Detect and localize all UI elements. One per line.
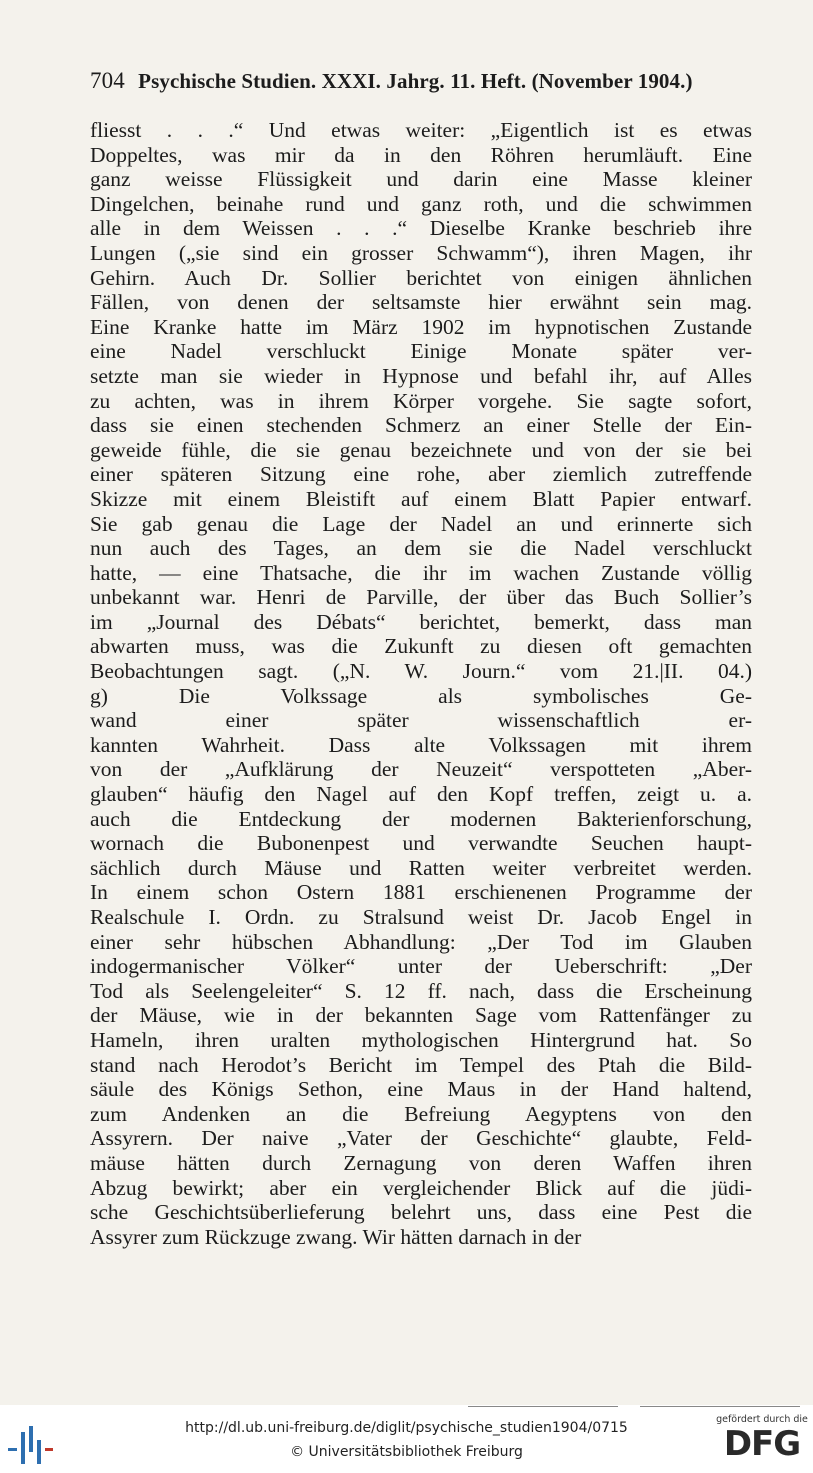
text-line: sächlich durch Mäuse und Ratten weiter verbreitet werden. [90,855,752,880]
text-line: der Mäuse, wie in der bekannten Sage vom Rattenfänger zu [90,1003,752,1028]
running-title: Psychische Studien. XXXI. Jahrg. 11. Heft. (November 1904.) [138,69,693,93]
text-line: wornach die Bubonenpest und verwandte Seuchen haupt- [90,831,752,856]
dfg-logo[interactable] [716,1414,808,1470]
text-line: Realschule I. Ordn. zu Stralsund weist Dr. Jacob Engel in [90,905,752,929]
text-line: Dingelchen, beinahe rund und ganz roth, und die schwimmen [90,191,752,216]
text-line: In einem schon Ostern 1881 erschienenen Programme der [90,880,752,905]
footer-divider [640,1406,800,1407]
source-url[interactable]: http://dl.ub.uni-freiburg.de/diglit/psychische_studien1904/0715 [185,1420,628,1436]
text-line: einer späteren Sitzung eine rohe, aber ziemlich zutreffende [90,462,752,487]
text-line: Tod als Seelengeleiter“ S. 12 ff. nach, dass die Erscheinung [90,978,752,1003]
text-line: im „Journal des Débats“ berichtet, bemerkt, dass man [90,609,752,634]
text-line: wand einer später wissenschaftlich er- [90,708,752,733]
text-line: Hameln, ihren uralten mythologischen Hintergrund hat. So [90,1027,752,1052]
text-line: alle in dem Weissen . . .“ Dieselbe Kranke beschrieb ihre [90,216,752,241]
text-line: stand nach Herodot’s Bericht im Tempel des Ptah die Bild- [90,1052,752,1077]
text-line: Lungen („sie sind ein grosser Schwamm“), ihren Magen, ihr [90,240,752,265]
text-line: geweide fühle, die sie genau bezeichnete und von der sie bei [90,437,752,462]
text-line: von der „Aufklärung der Neuzeit“ verspotteten „Aber- [90,757,752,782]
text-line: hatte, — eine Thatsache, die ihr im wachen Zustande völlig [90,560,752,585]
text-line: Abzug bewirkt; aber ein vergleichender Blick auf die jüdi- [90,1175,752,1200]
text-line: Doppeltes, was mir da in den Röhren herumläuft. Eine [90,142,752,167]
text-line: eine Nadel verschluckt Einige Monate später ver- [90,339,752,364]
footer-divider [468,1406,618,1407]
text-line: Sie gab genau die Lage der Nadel an und erinnerte sich [90,511,752,536]
text-line: mäuse hätten durch Zernagung von deren Waffen ihren [90,1150,752,1175]
text-line: Assyrer zum Rückzuge zwang. Wir hätten darnach in der [90,1224,582,1249]
dfg-logo-text: DFG [723,1424,801,1464]
page-header [90,68,755,94]
copyright-notice: © Universitätsbibliothek Freiburg [290,1444,523,1460]
text-line: g) Die Volkssage als symbolisches Ge- [90,683,752,708]
text-line: setzte man sie wieder in Hypnose und befahl ihr, auf Alles [90,363,752,388]
text-line: Gehirn. Auch Dr. Sollier berichtet von einigen ähnlichen [90,265,752,290]
footer [0,1408,813,1473]
text-line: sche Geschichtsüberlieferung belehrt uns, dass eine Pest die [90,1200,752,1225]
text-line: auch die Entdeckung der modernen Bakterienforschung, [90,806,752,831]
text-line: zum Andenken an die Befreiung Aegyptens von den [90,1101,752,1126]
text-line: fliesst . . .“ Und etwas weiter: „Eigentlich ist es etwas [90,118,752,142]
text-line: kannten Wahrheit. Dass alte Volkssagen mit ihrem [90,732,752,757]
text-line: einer sehr hübschen Abhandlung: „Der Tod im Glauben [90,929,752,954]
text-line: Beobachtungen sagt. („N. W. Journ.“ vom 21.|II. 04.) [90,659,752,684]
text-line: Eine Kranke hatte im März 1902 im hypnotischen Zustande [90,314,752,339]
text-line: säule des Königs Sethon, eine Maus in der Hand haltend, [90,1077,752,1102]
text-line: indogermanischer Völker“ unter der Ueberschrift: „Der [90,954,752,979]
text-line: zu achten, was in ihrem Körper vorgehe. Sie sagte sofort, [90,388,752,413]
text-line: Fällen, von denen der seltsamste hier erwähnt sein mag. [90,290,752,315]
page-number: 704 [90,68,125,93]
text-line: abwarten muss, was die Zukunft zu diesen oft gemachten [90,634,752,659]
dfg-caption: gefördert durch die [716,1414,808,1425]
text-line: Assyrern. Der naive „Vater der Geschichte“ glaubte, Feld- [90,1126,752,1151]
text-line: ganz weisse Flüssigkeit und darin eine Masse kleiner [90,167,752,192]
text-line: Skizze mit einem Bleistift auf einem Blatt Papier entwarf. [90,486,752,511]
text-line: glauben“ häufig den Nagel auf den Kopf treffen, zeigt u. a. [90,782,752,807]
text-line: nun auch des Tages, an dem sie die Nadel verschluckt [90,536,752,561]
text-line: unbekannt war. Henri de Parville, der über das Buch Sollier’s [90,585,752,610]
body-text [90,118,752,1249]
text-line: dass sie einen stechenden Schmerz an einer Stelle der Ein- [90,413,752,438]
